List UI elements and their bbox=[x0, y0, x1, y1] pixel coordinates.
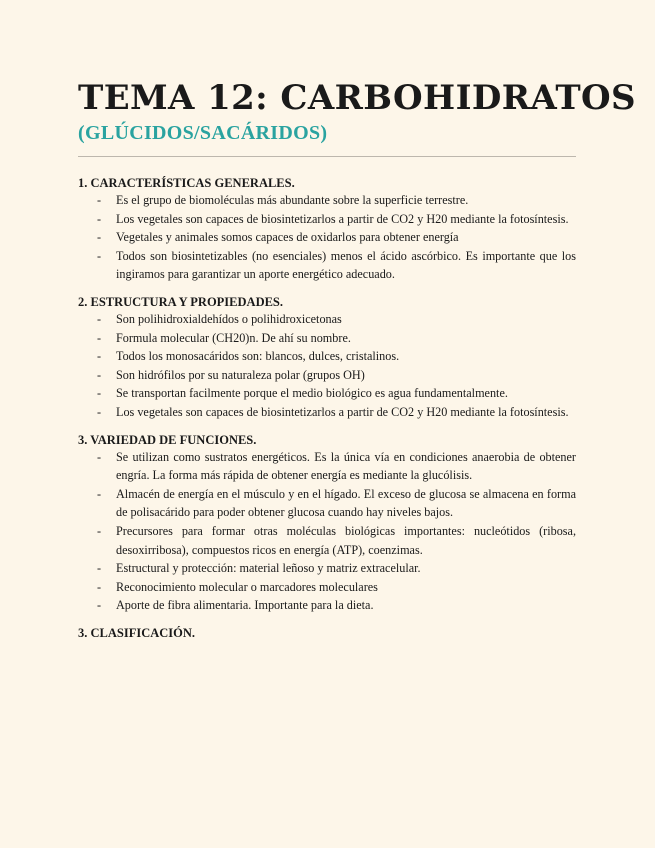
list-item-text: Los vegetales son capaces de biosintetizarlos a partir de CO2 y H20 mediante la fotosíntesis. bbox=[116, 211, 569, 226]
dash-bullet: - bbox=[97, 386, 102, 401]
section-funciones bbox=[78, 432, 576, 615]
list-item-text: Almacén de energía en el músculo y en el hígado. El exceso de glucosa se almacena en forma de polisacárido para poder obtener glucosa cuando hay niveles bajos. bbox=[116, 486, 576, 520]
list-item bbox=[78, 347, 576, 366]
list-item-text: Todos los monosacáridos son: blancos, dulces, cristalinos. bbox=[116, 349, 400, 364]
list-item-text: Aporte de fibra alimentaria. Importante para la dieta. bbox=[116, 598, 374, 613]
bullet-list bbox=[78, 310, 576, 422]
bullet-list bbox=[78, 448, 576, 615]
dash-bullet: - bbox=[97, 486, 102, 501]
dash-bullet: - bbox=[97, 449, 102, 464]
list-item bbox=[78, 384, 576, 403]
dash-bullet: - bbox=[97, 561, 102, 576]
dash-bullet: - bbox=[97, 248, 102, 263]
list-item bbox=[78, 578, 576, 597]
dash-bullet: - bbox=[97, 523, 102, 538]
list-item bbox=[78, 366, 576, 385]
list-item bbox=[78, 228, 576, 247]
list-item-text: Formula molecular (CH20)n. De ahí su nombre. bbox=[116, 330, 351, 345]
list-item-text: Son hidrófilos por su naturaleza polar (grupos OH) bbox=[116, 367, 365, 382]
dash-bullet: - bbox=[97, 579, 102, 594]
dash-bullet: - bbox=[97, 404, 102, 419]
list-item-text: Es el grupo de biomoléculas más abundante sobre la superficie terrestre. bbox=[116, 193, 469, 207]
list-item-text: Los vegetales son capaces de biosintetizarlos a partir de CO2 y H20 mediante la fotosíntesis. bbox=[116, 404, 569, 419]
dash-bullet: - bbox=[97, 193, 102, 207]
page-title: TEMA 12: CARBOHIDRATOS bbox=[78, 78, 637, 118]
title-divider bbox=[78, 156, 576, 157]
dash-bullet: - bbox=[97, 211, 102, 226]
section-clasificacion bbox=[78, 625, 576, 641]
list-item bbox=[78, 329, 576, 348]
dash-bullet: - bbox=[97, 367, 102, 382]
section-heading: 1. CARACTERÍSTICAS GENERALES. bbox=[78, 176, 295, 190]
list-item-text: Se transportan facilmente porque el medio biológico es agua fundamentalmente. bbox=[116, 386, 508, 401]
dash-bullet: - bbox=[97, 349, 102, 364]
list-item-text: Son polihidroxialdehídos o polihidroxicetonas bbox=[116, 311, 342, 326]
section-heading: 3. VARIEDAD DE FUNCIONES. bbox=[78, 432, 257, 447]
dash-bullet: - bbox=[97, 598, 102, 613]
section-estructura bbox=[78, 294, 576, 422]
list-item bbox=[78, 485, 576, 522]
list-item bbox=[78, 247, 576, 284]
list-item-text: Se utilizan como sustratos energéticos. Es la única vía en condiciones anaerobia de obtener engría. La forma más rápida de obtener energía es mediante la glucólisis. bbox=[116, 449, 576, 483]
list-item-text: Precursores para formar otras moléculas biológicas importantes: nucleótidos (ribosa, desoxirribosa), compuestos ricos en energía (ATP), coenzimas. bbox=[116, 523, 576, 557]
list-item bbox=[78, 191, 576, 210]
list-item bbox=[78, 596, 576, 615]
list-item-text: Vegetales y animales somos capaces de oxidarlos para obtener energía bbox=[116, 230, 459, 245]
list-item bbox=[78, 448, 576, 485]
page-subtitle: (GLÚCIDOS/SACÁRIDOS) bbox=[78, 122, 328, 144]
section-heading: 3. CLASIFICACIÓN. bbox=[78, 625, 196, 640]
list-item bbox=[78, 522, 576, 559]
document-page bbox=[78, 78, 637, 641]
section-caracteristicas bbox=[78, 175, 576, 284]
section-heading: 2. ESTRUCTURA Y PROPIEDADES. bbox=[78, 294, 284, 309]
list-item bbox=[78, 310, 576, 329]
list-item-text: Estructural y protección: material leñoso y matriz extracelular. bbox=[116, 561, 421, 576]
list-item-text: Todos son biosintetizables (no esenciales) menos el ácido ascórbico. Es importante que los ingiramos para garantizar un aporte energético adecuado. bbox=[116, 248, 576, 282]
dash-bullet: - bbox=[97, 311, 102, 326]
list-item bbox=[78, 403, 576, 422]
dash-bullet: - bbox=[97, 230, 102, 245]
dash-bullet: - bbox=[97, 330, 102, 345]
bullet-list bbox=[78, 191, 576, 284]
list-item-text: Reconocimiento molecular o marcadores moleculares bbox=[116, 579, 378, 594]
list-item bbox=[78, 210, 576, 229]
list-item bbox=[78, 559, 576, 578]
